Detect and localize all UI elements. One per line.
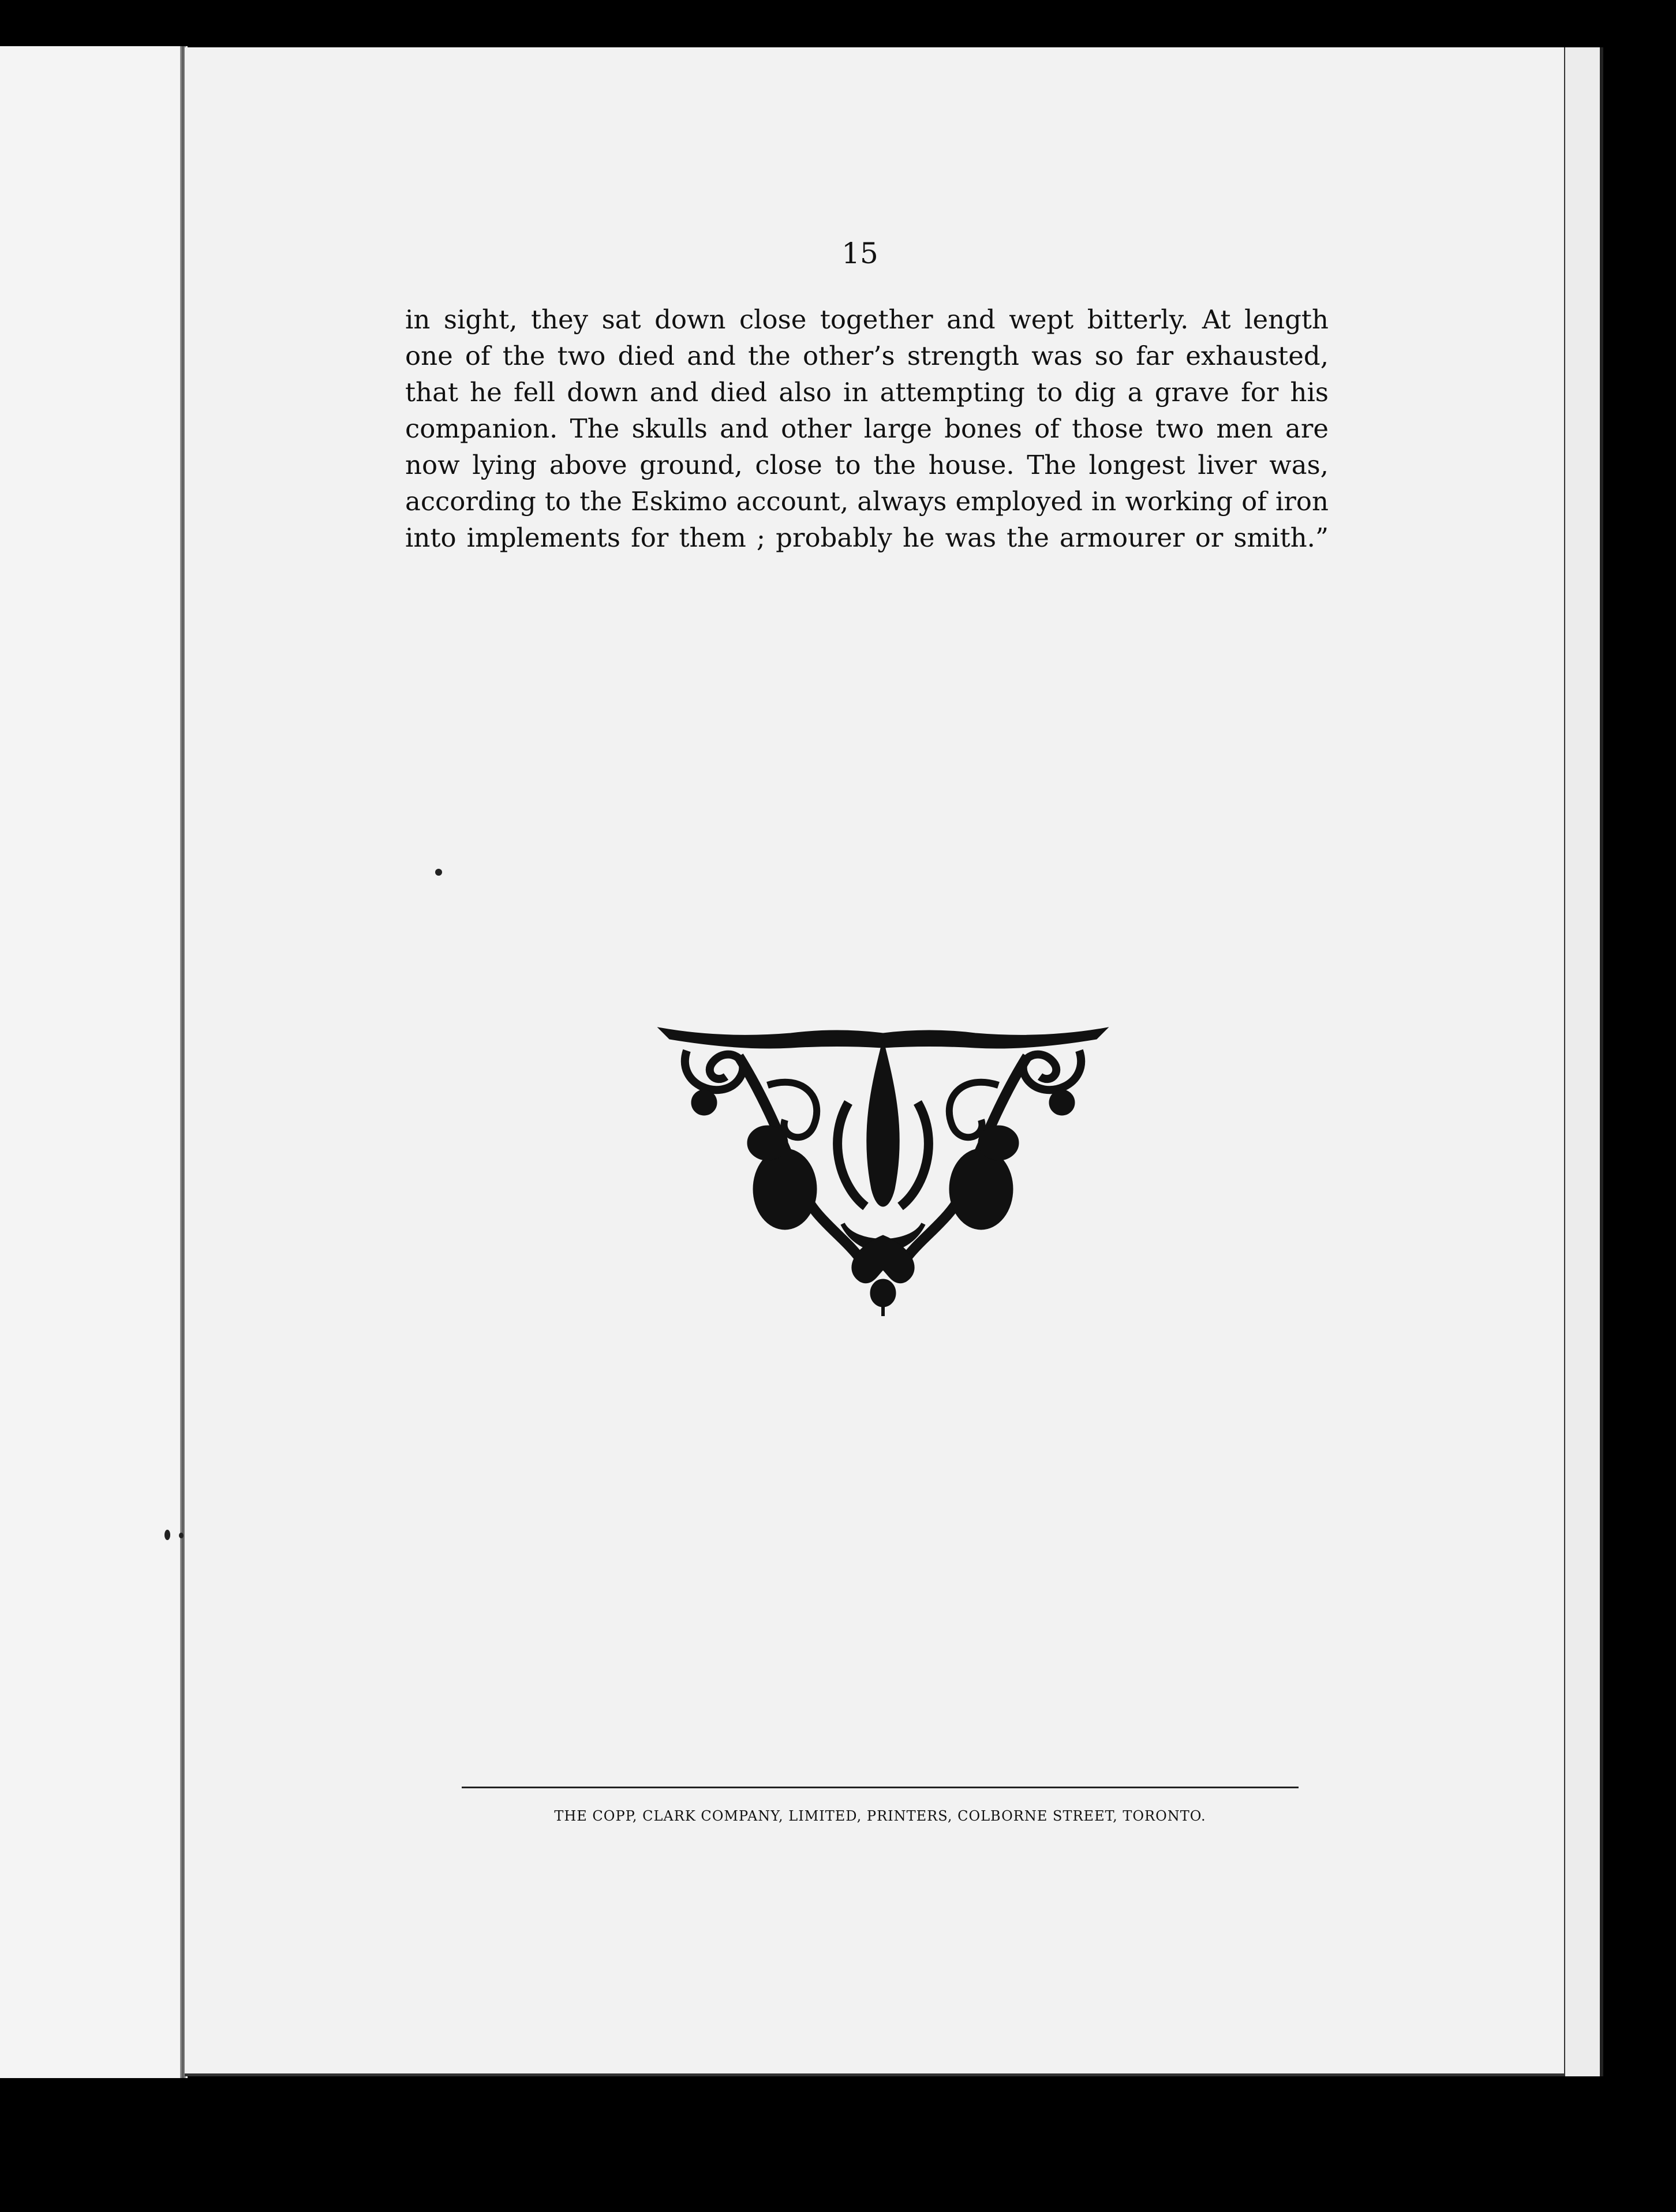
ink-speck [164, 1530, 170, 1540]
footer-rule [462, 1787, 1299, 1788]
ink-speck [179, 1533, 184, 1538]
printer-imprint: THE COPP, CLARK COMPANY, LIMITED, PRINTERS, COLBORNE STREET, TORONTO. [554, 1808, 1206, 1824]
floral-scroll-tailpiece-icon [652, 1016, 1114, 1316]
text-line: according to the Eskimo account, always employed in working of iron [405, 486, 1329, 517]
text-line: in sight, they sat down close together and wept bitterly. At length [405, 304, 1329, 335]
text-line: one of the two died and the other’s strength was so far exhausted, [405, 341, 1329, 371]
right-page-edge [1565, 47, 1603, 2076]
ink-speck [435, 869, 442, 876]
text-line: now lying above ground, close to the house. The longest liver was, [405, 450, 1329, 480]
body-paragraph [405, 301, 1329, 556]
text-line: companion. The skulls and other large bones of those two men are [405, 413, 1329, 444]
page-number: 15 [841, 237, 878, 270]
text-line: that he fell down and died also in attempting to dig a grave for his [405, 377, 1329, 408]
left-page-edge [0, 46, 188, 2078]
text-line: into implements for them ; probably he was the armourer or smith.” [405, 522, 1329, 553]
